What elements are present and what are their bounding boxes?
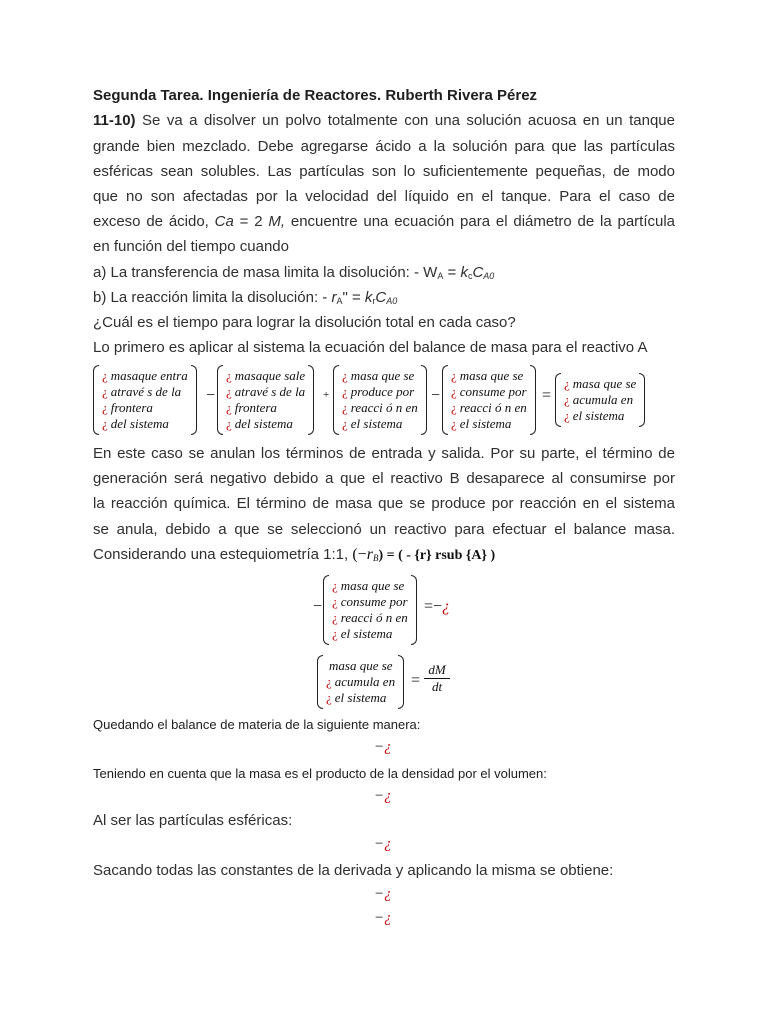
matrix-line: ¿ masa que se — [332, 578, 405, 593]
bracket-right — [530, 365, 536, 435]
equals-minus: =−¿ — [424, 598, 451, 615]
matrix-line: ¿ masaque entra — [102, 368, 188, 383]
superscript: " — [342, 289, 348, 306]
problem-text: Se va a disolver un polvo totalmente con una solución acuosa en un tanque — [142, 112, 675, 129]
step-text-4: Sacando todas las constantes de la derivada y aplicando la misma se obtiene: — [93, 862, 614, 879]
matrix-line: ¿ consume por — [332, 594, 408, 609]
equals-operator: = — [542, 387, 552, 404]
matrix-line: ¿ atravé s de la — [102, 384, 182, 399]
case-b — [93, 289, 397, 306]
bracket-right — [639, 373, 645, 427]
matrix-line: ¿ masa que se — [342, 368, 415, 383]
problem-line-4: que no son afectadas por la velocidad del líquido en el tanque. Para el caso de — [93, 188, 675, 205]
case-a — [93, 264, 494, 281]
text-span: a) La transferencia de masa limita la disolución: - W — [93, 264, 438, 281]
problem-line-3: esféricas sean solubles. Las partículas son lo suficientemente pequeñas, de modo — [93, 163, 675, 180]
matrix-line: ¿ acumula en — [326, 674, 396, 689]
question-line: ¿Cuál es el tiempo para lograr la disolución total en cada caso? — [93, 314, 516, 331]
matrix-accumulated-term — [317, 655, 404, 709]
balance-intro: Lo primero es aplicar al sistema la ecuación del balance de masa para el reactivo A — [93, 339, 648, 356]
matrix-line: ¿ reacci ó n en — [342, 400, 418, 415]
paragraph2-line-2: generación será negativo debido a que el reactivo B desaparece al consumirse por — [93, 470, 675, 487]
minus-operator: − — [313, 598, 323, 615]
matrix-line: ¿ el sistema — [342, 416, 403, 431]
derivative-dm-dt — [424, 662, 450, 695]
molar-symbol: M, — [268, 213, 286, 230]
matrix-line: masa que se — [329, 658, 393, 673]
paragraph2-line-4: se anula, debido a que se seleccionó un reactivo para efectuar el balance masa. — [93, 521, 675, 538]
text-span: encuentre una ecuación para el diámetro de la partícula — [285, 213, 676, 230]
bracket-right — [398, 655, 404, 709]
matrix-line: ¿ del sistema — [102, 416, 169, 431]
subscript: A0 — [483, 271, 495, 281]
text-span: = — [443, 264, 461, 281]
bracket-right — [421, 365, 427, 435]
matrix-mass-in — [93, 365, 197, 435]
step-text-1: Quedando el balance de materia de la siguiente manera: — [93, 717, 421, 732]
final-equation: −¿ — [374, 910, 392, 926]
step-equation-3: −¿ — [374, 836, 392, 852]
plus-operator: + — [323, 389, 330, 401]
bracket-right — [308, 365, 314, 435]
subscript: c — [467, 271, 473, 281]
subscript: A0 — [386, 296, 398, 306]
r-symbol: r — [331, 289, 337, 306]
minus-operator: − — [206, 387, 216, 404]
step-text-3: Al ser las partículas esféricas: — [93, 812, 293, 829]
c-symbol: C — [375, 289, 387, 306]
problem-line-5 — [93, 213, 675, 230]
matrix-line: ¿ reacci ó n en — [451, 400, 527, 415]
c-symbol: C — [472, 264, 484, 281]
problem-number: 11-10) — [93, 112, 136, 129]
text-span: Considerando una estequiometría 1:1, — [93, 546, 349, 563]
stoichiometry-expression: $(-r_B)$ = ( - {r} rsub {A} ) — [352, 546, 496, 563]
step-equation-1: −¿ — [374, 739, 392, 755]
matrix-line: ¿ el sistema — [332, 626, 393, 641]
text-span: exceso de ácido, — [93, 213, 209, 230]
fraction-numerator: dM — [424, 662, 450, 679]
matrix-mass-consumed — [442, 365, 536, 435]
matrix-line: ¿ reacci ó n en — [332, 610, 408, 625]
matrix-line: ¿ el sistema — [451, 416, 512, 431]
matrix-line: ¿ masa que se — [564, 376, 637, 391]
step-text-2: Teniendo en cuenta que la masa es el producto de la densidad por el volumen: — [93, 766, 547, 781]
problem-line-1 — [93, 112, 675, 129]
matrix-line: ¿ consume por — [451, 384, 527, 399]
document-title: Segunda Tarea. Ingeniería de Reactores. Ruberth Rivera Pérez — [93, 87, 538, 104]
matrix-line: ¿ del sistema — [226, 416, 293, 431]
matrix-line: ¿ masa que se — [451, 368, 524, 383]
problem-line-2: grande bien mezclado. Debe agregarse ácido a la solución para que las partículas — [93, 138, 675, 155]
bracket-right — [191, 365, 197, 435]
matrix-line: ¿ frontera — [226, 400, 277, 415]
equals-operator: = — [411, 672, 421, 689]
matrix-line: ¿ atravé s de la — [226, 384, 306, 399]
ca-symbol: Ca — [214, 213, 234, 230]
matrix-mass-produced — [333, 365, 427, 435]
matrix-mass-accumulated — [555, 373, 645, 427]
problem-line-6: en función del tiempo cuando — [93, 238, 289, 255]
subscript: A — [336, 296, 343, 306]
minus-operator: − — [431, 387, 441, 404]
matrix-line: ¿ el sistema — [564, 408, 625, 423]
subscript: r — [372, 296, 376, 306]
step-equation-4: −¿ — [374, 886, 392, 902]
k-symbol: k — [460, 264, 468, 281]
paragraph2-line-5 — [93, 546, 495, 564]
k-symbol: k — [364, 289, 373, 306]
subscript: A — [437, 271, 444, 281]
matrix-line: ¿ masaque sale — [226, 368, 306, 383]
matrix-line: ¿ produce por — [342, 384, 415, 399]
matrix-line: ¿ frontera — [102, 400, 153, 415]
text-span: = 2 — [233, 213, 269, 230]
text-span: b) La reacción limita la disolución: - — [93, 289, 332, 306]
matrix-mass-out — [217, 365, 314, 435]
fraction-denominator: dt — [431, 679, 443, 694]
paragraph2-line-1: En este caso se anulan los términos de entrada y salida. Por su parte, el término de — [93, 445, 675, 462]
matrix-line: ¿ el sistema — [326, 690, 387, 705]
bracket-right — [411, 575, 417, 645]
step-equation-2: −¿ — [374, 788, 392, 804]
matrix-consumed-term — [323, 575, 417, 645]
paragraph2-line-3: la reacción química. El término de masa que se produce por reacción en el sistema — [93, 495, 675, 512]
matrix-line: ¿ acumula en — [564, 392, 634, 407]
text-span: = — [347, 289, 365, 306]
